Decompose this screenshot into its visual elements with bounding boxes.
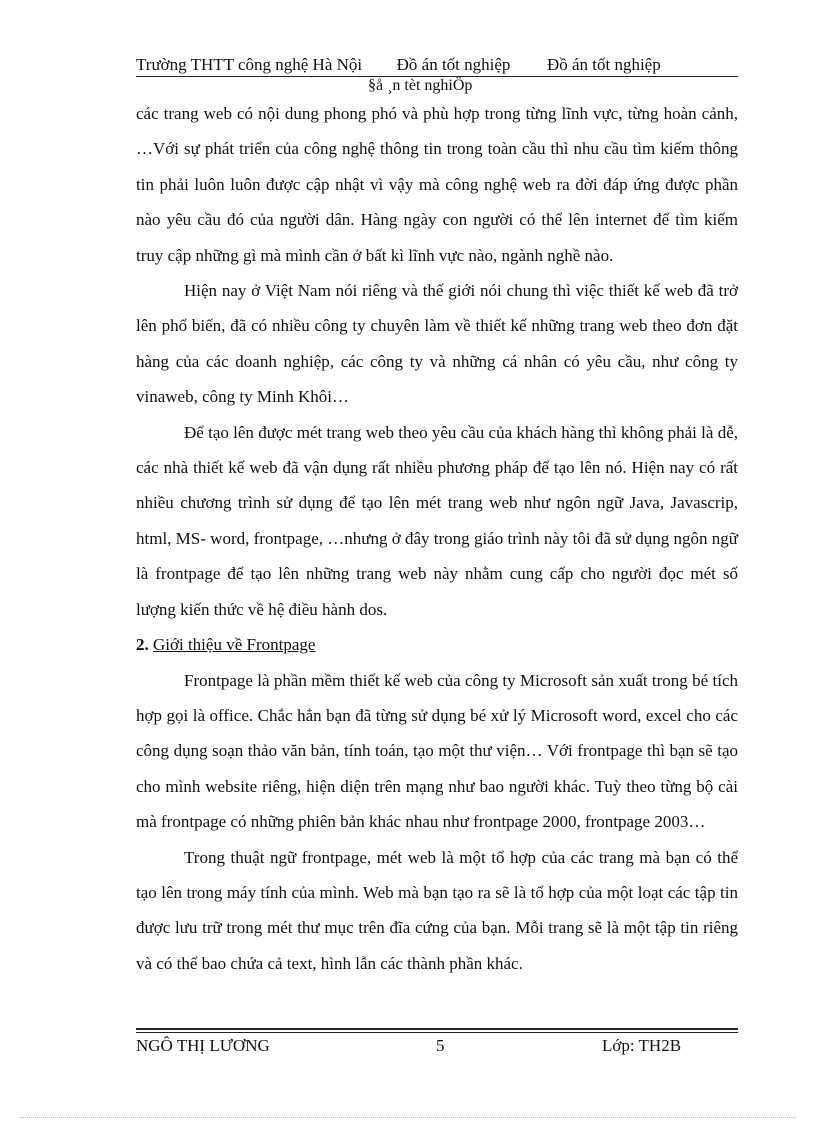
header-label-1: Đồ án tốt nghiệp	[396, 55, 511, 74]
section-number: 2.	[136, 635, 149, 655]
paragraph: Để tạo lên được mét trang web theo yêu cầu của khách hàng thì không phải là dễ, các nhà thiết kế web đã vận dụng rất nhiều phương pháp để tạo lên nó. Hiện nay có rất nhiều chương trình sử dụng để tạo lên mét trang web như ngôn ngữ Java, Javascrip, html, MS- word, frontpage, …nhưng ở đây trong giáo trình này tôi đã sử dụng ngôn ngữ là frontpage để tạo lên những trang web này nhằm cung cấp cho người đọc mét số lượng kiến thức về hệ điều hành dos.	[136, 422, 738, 619]
paragraph: Trong thuật ngữ frontpage, mét web là một tổ hợp của các trang mà bạn có thể tạo lên trong máy tính của mình. Web mà bạn tạo ra sẽ là tổ hợp của một loạt các tập tin được lưu trữ trong mét thư mục trên đĩa cứng của bạn. Mỗi trang sẽ là một tập tin riêng và có thể bao chứa cả text, hình lẫn các thành phần khác.	[136, 847, 738, 973]
header-label-2: Đồ án tốt nghiệp	[546, 55, 661, 74]
header-garbled-text: §å ¸n tèt nghiÖp	[368, 77, 473, 94]
document-body	[136, 96, 738, 981]
section-heading	[136, 627, 738, 662]
paragraph: Frontpage là phần mềm thiết kế web của công ty Microsoft sản xuất trong bé tích hợp gọi là office. Chắc hẳn bạn đã từng sử dụng bé xử lý Microsoft word, excel cho các công dụng soạn thảo văn bản, tính toán, tạo một thư viện… Với frontpage thì bạn sẽ tạo cho mình website riêng, hiện diện trên mạng như bao người khác. Tuỳ theo từng bộ cài mà frontpage có những phiên bản khác nhau như frontpage 2000, frontpage 2003…	[136, 670, 738, 832]
header-school: Trường THTT công nghệ Hà Nội	[136, 55, 363, 74]
page-bottom-border	[20, 1117, 796, 1118]
section-title: Giới thiệu về Frontpage	[153, 635, 316, 655]
paragraph: các trang web có nội dung phong phó và phù hợp trong từng lĩnh vực, từng hoàn cảnh, …Với sự phát triển của công nghệ thông tin trong toàn cầu thì nhu cầu tìm kiếm thông tin phải luôn luôn được cập nhật vì vậy mà công nghệ web ra đời đáp ứng được phần nào yêu cầu đó của người dân. Hàng ngày con người có thể lên internet để tìm kiếm truy cập những gì mà mình cần ở bất kì lĩnh vực nào, ngành nghề nào.	[136, 104, 738, 265]
footer-rule-thick	[136, 1028, 738, 1030]
page-header	[136, 55, 738, 75]
footer-rule-thin	[136, 1032, 738, 1033]
footer-class: Lớp: TH2B	[602, 1036, 682, 1055]
paragraph: Hiện nay ở Việt Nam nói riêng và thế giới nói chung thì việc thiết kế web đã trở lên phổ biến, đã có nhiều công ty chuyên làm về thiết kế những trang web theo đơn đặt hàng của các doanh nghiệp, các công ty và những cá nhân có yêu cầu, như công ty vinaweb, công ty Minh Khôi…	[136, 281, 738, 407]
page-number: 5	[436, 1036, 445, 1055]
footer-author: NGÔ THỊ LƯƠNG	[136, 1036, 270, 1055]
